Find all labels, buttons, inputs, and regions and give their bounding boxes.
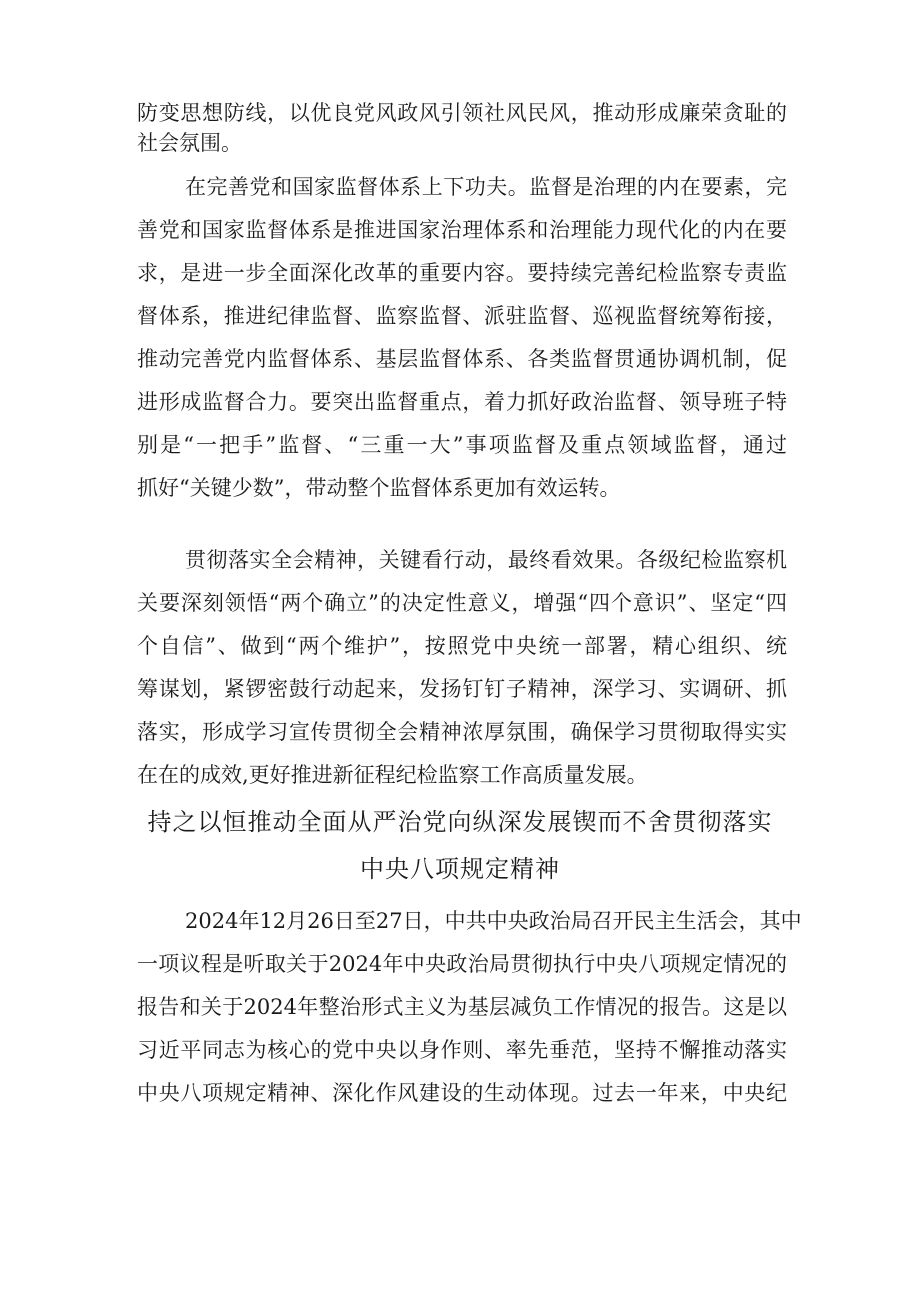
paragraph-2-line-2: 善党和国家监督体系是推进国家治理体系和治理能力现代化的内在要: [137, 218, 787, 242]
paragraph-4-line-5: 中央八项规定精神、深化作风建设的生动体现。过去一年来，中央纪: [137, 1081, 787, 1105]
paragraph-4-line-3: 报告和关于2024年整治形式主义为基层减负工作情况的报告。这是以: [137, 995, 787, 1019]
paragraph-2-line-1: 在完善党和国家监督体系上下功夫。监督是治理的内在要素，完: [185, 175, 787, 199]
paragraph-2-line-3: 求，是进一步全面深化改革的重要内容。要持续完善纪检监察专责监: [137, 261, 787, 285]
paragraph-2-line-5: 推动完善党内监督体系、基层监督体系、各类监督贯通协调机制，促: [137, 347, 787, 371]
paragraph-1-line-2: 社会氛围。: [137, 131, 242, 155]
section-heading-line-2: 中央八项规定精神: [360, 855, 560, 883]
paragraph-4-line-1: 2024年12月26日至27日，中共中央政治局召开民主生活会，其中: [185, 909, 802, 933]
paragraph-3-line-1: 贯彻落实全会精神，关键看行动，最终看效果。各级纪检监察机: [185, 548, 787, 572]
paragraph-3-line-3: 个自信”、做到“两个维护”，按照党中央统一部署，精心组织、统: [137, 634, 787, 658]
paragraph-4-line-2: 一项议程是听取关于2024年中央政治局贯彻执行中央八项规定情况的: [137, 952, 787, 976]
paragraph-3-line-6: 在在的成效,更好推进新征程纪检监察工作高质量发展。: [137, 763, 648, 787]
paragraph-2-line-8: 抓好“关键少数”，带动整个监督体系更加有效运转。: [137, 476, 621, 500]
paragraph-4-line-4: 习近平同志为核心的党中央以身作则、率先垂范，坚持不懈推动落实: [137, 1038, 787, 1062]
paragraph-2-line-4: 督体系，推进纪律监督、监察监督、派驻监督、巡视监督统筹衔接，: [137, 304, 787, 328]
paragraph-3-line-4: 筹谋划，紧锣密鼓行动起来，发扬钉钉子精神，深学习、实调研、抓: [137, 677, 787, 701]
paragraph-3-line-2: 关要深刻领悟“两个确立”的决定性意义，增强“四个意识”、坚定“四: [137, 591, 787, 615]
paragraph-2-line-6: 进形成监督合力。要突出监督重点，着力抓好政治监督、领导班子特: [137, 390, 787, 414]
paragraph-2-line-7: 别是“一把手”监督、“三重一大”事项监督及重点领域监督，通过: [137, 433, 787, 457]
paragraph-3-line-5: 落实，形成学习宣传贯彻全会精神浓厚氛围，确保学习贯彻取得实实: [137, 720, 787, 744]
section-heading-line-1: 持之以恒推动全面从严治党向纵深发展锲而不舍贯彻落实: [147, 808, 773, 836]
paragraph-1-line-1: 防变思想防线，以优良党风政风引领社风民风，推动形成廉荣贪耻的: [137, 101, 787, 125]
